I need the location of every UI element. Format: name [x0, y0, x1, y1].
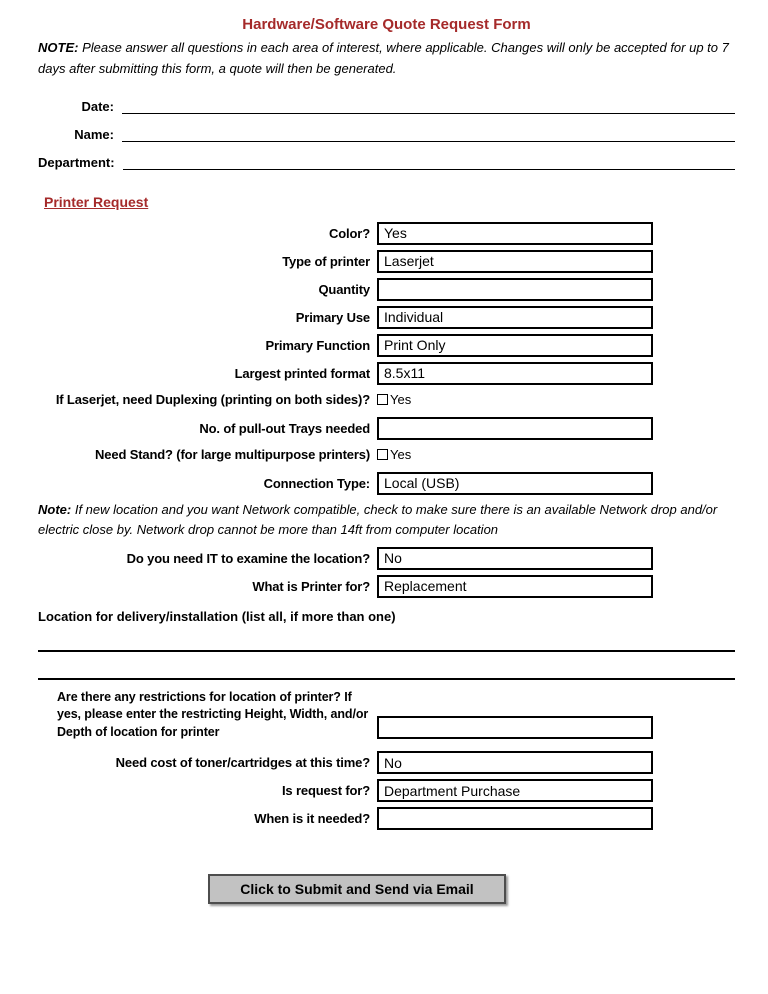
department-label: Department:: [38, 154, 115, 170]
duplexing-checkbox-group: [377, 392, 653, 407]
it-examine-input[interactable]: [377, 547, 653, 570]
stand-option-label: Yes: [390, 447, 412, 463]
location-writein-line-1[interactable]: [38, 624, 735, 652]
printer-type-input[interactable]: [377, 250, 653, 273]
when-needed-label: When is it needed?: [254, 811, 370, 827]
duplexing-checkbox[interactable]: [377, 394, 388, 405]
primary-use-row: [38, 306, 735, 329]
duplexing-option-label: Yes: [390, 392, 412, 408]
when-needed-input[interactable]: [377, 807, 653, 830]
color-input[interactable]: [377, 222, 653, 245]
stand-checkbox[interactable]: [377, 449, 388, 460]
restrictions-row: [38, 689, 735, 742]
color-label: Color?: [329, 225, 370, 241]
network-note-text: If new location and you want Network compatible, check to make sure there is an available Network drop and/or electric close by. Network drop cannot be more than 14ft from computer location: [38, 501, 718, 537]
printer-for-label: What is Printer for?: [252, 578, 370, 594]
intro-note-label: NOTE:: [38, 40, 79, 55]
connection-type-input[interactable]: [377, 472, 653, 495]
largest-format-label: Largest printed format: [234, 365, 370, 381]
date-input[interactable]: [122, 96, 735, 114]
primary-function-input[interactable]: [377, 334, 653, 357]
location-label: Location for delivery/installation (list all, if more than one): [38, 608, 396, 624]
name-row: [38, 123, 735, 142]
largest-format-row: [38, 362, 735, 385]
stand-checkbox-group: [377, 447, 653, 462]
toner-cost-row: [38, 751, 735, 774]
it-examine-row: [38, 547, 735, 570]
submit-button[interactable]: Click to Submit and Send via Email: [208, 874, 506, 904]
it-examine-label: Do you need IT to examine the location?: [126, 550, 370, 566]
trays-row: [38, 417, 735, 440]
page-title: Hardware/Software Quote Request Form: [242, 16, 531, 33]
restrictions-input[interactable]: [377, 716, 653, 739]
header-fields: [38, 95, 735, 170]
printer-for-input[interactable]: [377, 575, 653, 598]
department-input[interactable]: [123, 152, 735, 170]
intro-note-text: Please answer all questions in each area of interest, where applicable. Changes will only be accepted for up to 7 days after submitting this form, a quote will then be generated.: [38, 40, 729, 76]
color-row: [38, 222, 735, 245]
primary-use-input[interactable]: [377, 306, 653, 329]
printer-for-row: [38, 575, 735, 598]
date-label: Date:: [81, 98, 114, 114]
trays-label: No. of pull-out Trays needed: [199, 420, 370, 436]
request-for-label: Is request for?: [281, 783, 370, 799]
when-needed-row: [38, 807, 735, 830]
stand-row: [38, 446, 735, 464]
connection-type-label: Connection Type:: [263, 475, 370, 491]
location-writein-line-2[interactable]: [38, 652, 735, 680]
name-input[interactable]: [122, 124, 735, 142]
trays-input[interactable]: [377, 417, 653, 440]
duplexing-row: [38, 391, 735, 409]
stand-label: Need Stand? (for large multipurpose printers): [95, 447, 370, 463]
quantity-label: Quantity: [318, 281, 370, 297]
request-for-row: [38, 779, 735, 802]
connection-type-row: [38, 472, 735, 495]
printer-type-row: [38, 250, 735, 273]
restrictions-label: Are there any restrictions for location of printer? If yes, please enter the restricting Height, Width, and/or Depth of location for printer: [57, 689, 369, 739]
intro-note: [38, 38, 735, 80]
quantity-input[interactable]: [377, 278, 653, 301]
printer-type-label: Type of printer: [282, 253, 370, 269]
primary-function-label: Primary Function: [265, 337, 370, 353]
toner-cost-label: Need cost of toner/cartridges at this time?: [115, 755, 370, 771]
largest-format-input[interactable]: [377, 362, 653, 385]
submit-button-container: [38, 874, 735, 904]
toner-cost-input[interactable]: [377, 751, 653, 774]
department-row: [38, 151, 735, 170]
primary-use-label: Primary Use: [295, 309, 370, 325]
primary-function-row: [38, 334, 735, 357]
printer-request-heading: Printer Request: [44, 193, 149, 210]
date-row: [38, 95, 735, 114]
network-note: [38, 500, 735, 540]
network-note-label: Note:: [38, 501, 72, 517]
duplexing-label: If Laserjet, need Duplexing (printing on both sides)?: [55, 392, 370, 408]
quantity-row: [38, 278, 735, 301]
name-label: Name:: [74, 126, 114, 142]
request-for-input[interactable]: [377, 779, 653, 802]
